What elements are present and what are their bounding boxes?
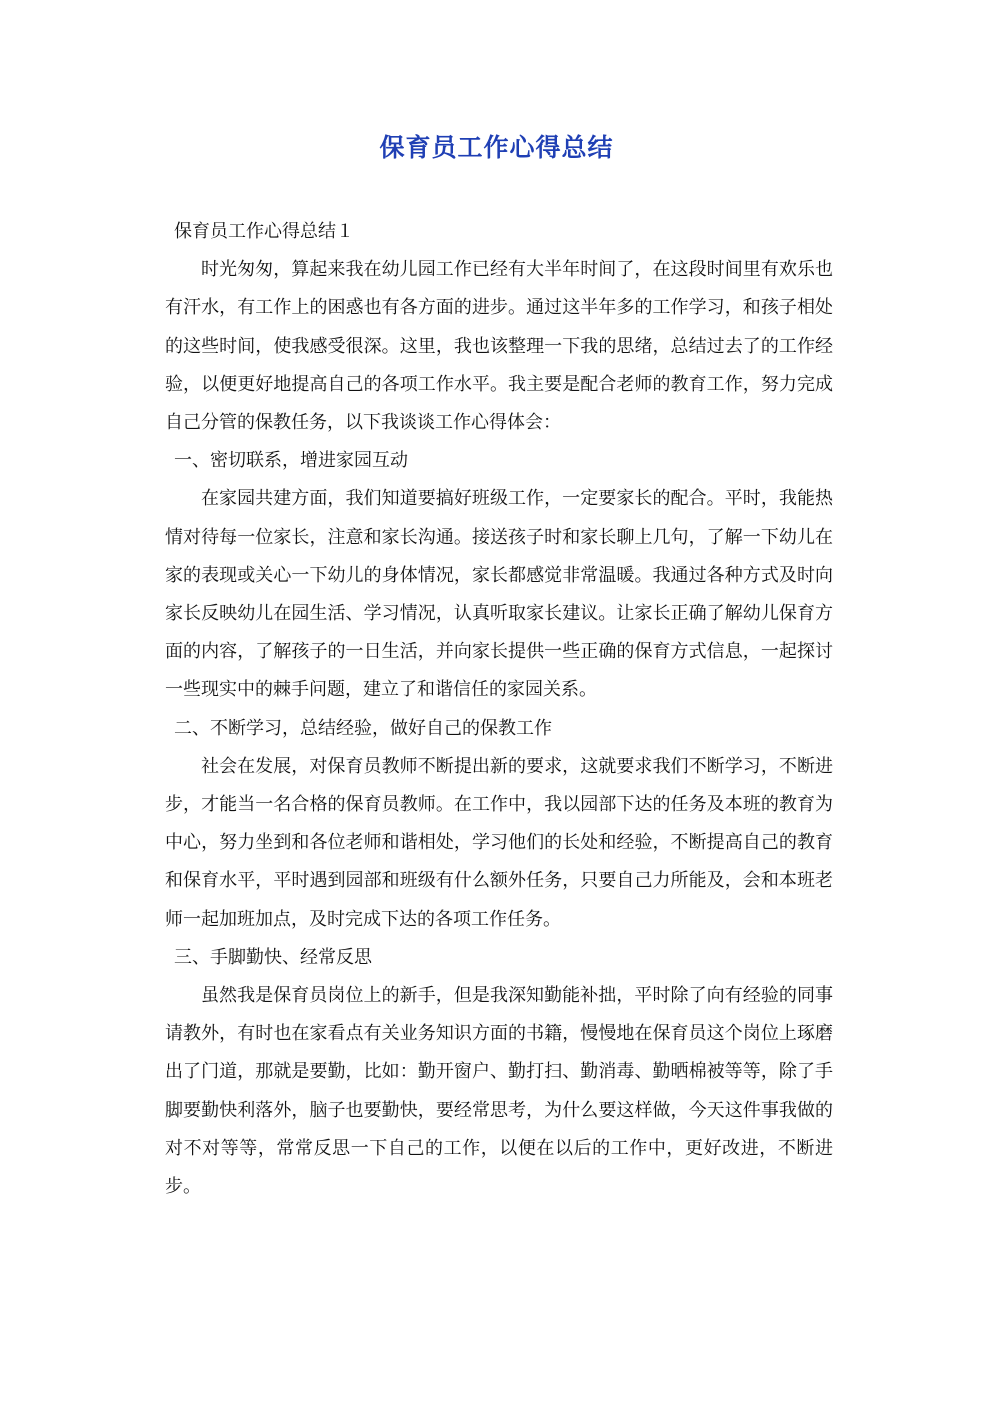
document-body: [165, 213, 833, 1206]
section-body-3: 虽然我是保育员岗位上的新手，但是我深知勤能补拙，平时除了向有经验的同事请教外，有时也在家看点有关业务知识方面的书籍，慢慢地在保育员这个岗位上琢磨出了门道，那就是要勤，比如：勤开窗户、勤打扫、勤消毒、勤晒棉被等等，除了手脚要勤快利落外，脑子也要勤快，要经常思考，为什么要这样做，今天这件事我做的对不对等等，常常反思一下自己的工作，以便在以后的工作中，更好改进，不断进步。: [165, 985, 833, 1198]
section-heading-3: 三、手脚勤快、经常反思: [174, 946, 372, 968]
section-body-2: 社会在发展，对保育员教师不断提出新的要求，这就要求我们不断学习，不断进步，才能当一名合格的保育员教师。在工作中，我以园部下达的任务及本班的教育为中心，努力坐到和各位老师和谐相处，学习他们的长处和经验，不断提高自己的教育和保育水平，平时遇到园部和班级有什么额外任务，只要自己力所能及，会和本班老师一起加班加点，及时完成下达的各项工作任务。: [165, 755, 833, 930]
section-heading-1: 一、密切联系，增进家园互动: [174, 450, 408, 472]
section-heading-2: 二、不断学习，总结经验，做好自己的保教工作: [174, 717, 552, 739]
section-subtitle: 保育员工作心得总结１: [174, 221, 354, 242]
intro-paragraph: 时光匆匆，算起来我在幼儿园工作已经有大半年时间了，在这段时间里有欢乐也有汗水，有工作上的困惑也有各方面的进步。通过这半年多的工作学习，和孩子相处的这些时间，使我感受很深。这里，我也该整理一下我的思绪，总结过去了的工作经验，以便更好地提高自己的各项工作水平。我主要是配合老师的教育工作，努力完成自己分管的保教任务，以下我谈谈工作心得体会：: [165, 259, 833, 434]
document-title: 保育员工作心得总结: [379, 133, 614, 162]
section-body-1: 在家园共建方面，我们知道要搞好班级工作，一定要家长的配合。平时，我能热情对待每一位家长，注意和家长沟通。接送孩子时和家长聊上几句，了解一下幼儿在家的表现或关心一下幼儿的身体情况，家长都感觉非常温暖。我通过各种方式及时向家长反映幼儿在园生活、学习情况，认真听取家长建议。让家长正确了解幼儿保育方面的内容，了解孩子的一日生活，并向家长提供一些正确的保育方式信息，一起探讨一些现实中的棘手问题，建立了和谐信任的家园关系。: [165, 488, 833, 701]
